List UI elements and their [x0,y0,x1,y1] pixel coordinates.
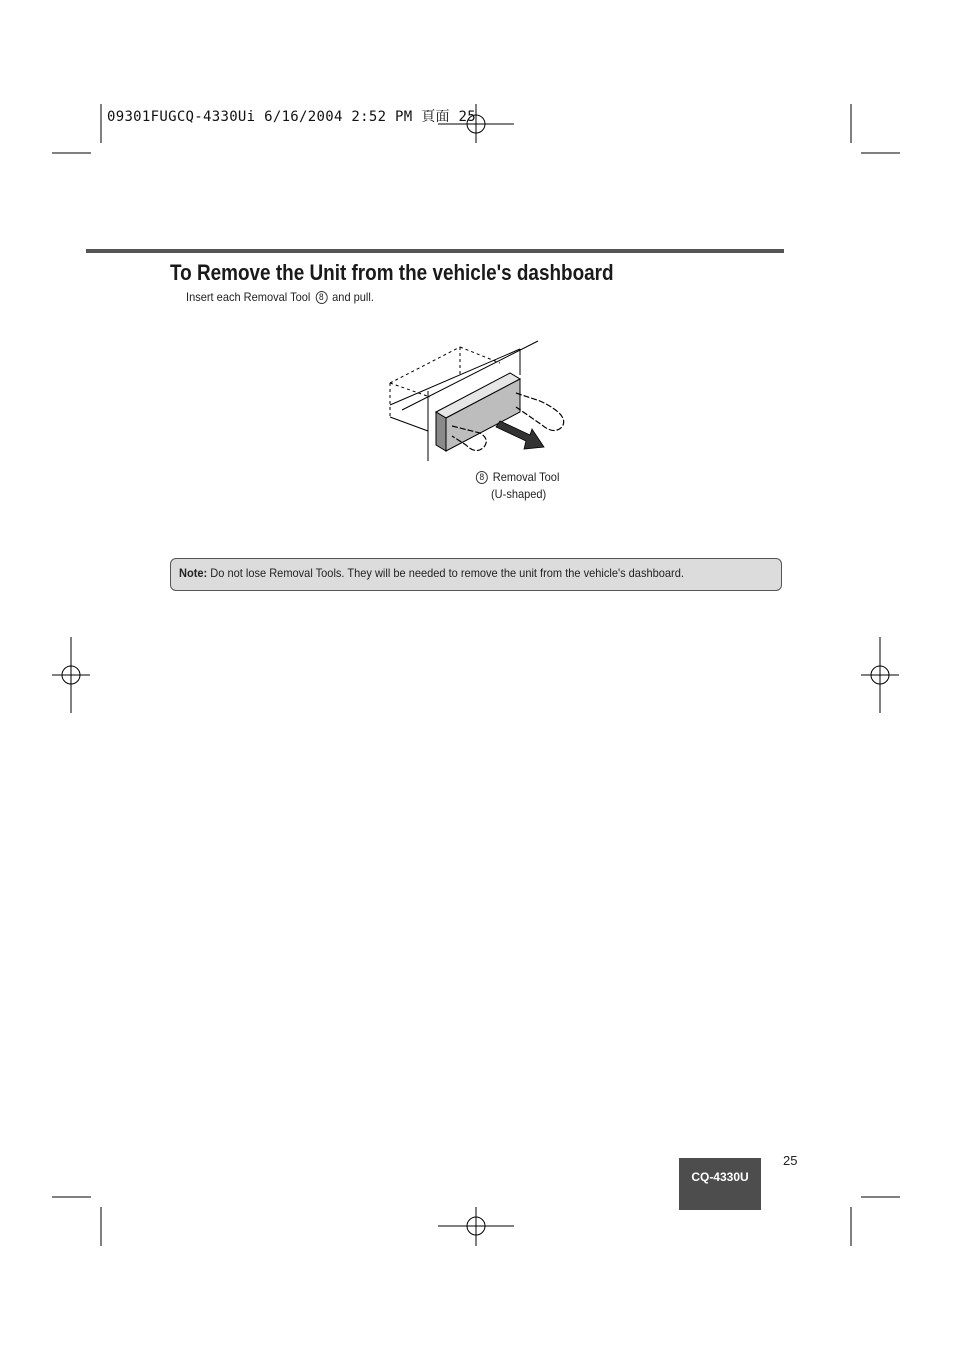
note-body: Do not lose Removal Tools. They will be needed to remove the unit from the vehicle's dashboard. [210,566,684,580]
section-rule [86,249,784,253]
instruction-text [186,290,374,304]
instruction-after: and pull. [332,290,374,304]
item-number-badge: 8 [476,471,488,484]
callout-label: Removal Tool [492,470,560,484]
page-title: To Remove the Unit from the vehicle's dashboard [170,260,614,285]
removal-illustration [380,335,580,470]
print-header: 09301FUGCQ-4330Ui 6/16/2004 2:52 PM 頁面 25 [107,109,477,125]
callout-sublabel: (U-shaped) [491,487,547,501]
page-number: 25 [783,1153,798,1168]
model-badge: CQ-4330U [679,1158,761,1210]
note-label: Note: [179,566,208,580]
instruction-before: Insert each Removal Tool [186,290,311,304]
removal-tool-callout [474,470,559,484]
item-number-badge: 8 [315,291,327,304]
note-text [179,566,684,580]
